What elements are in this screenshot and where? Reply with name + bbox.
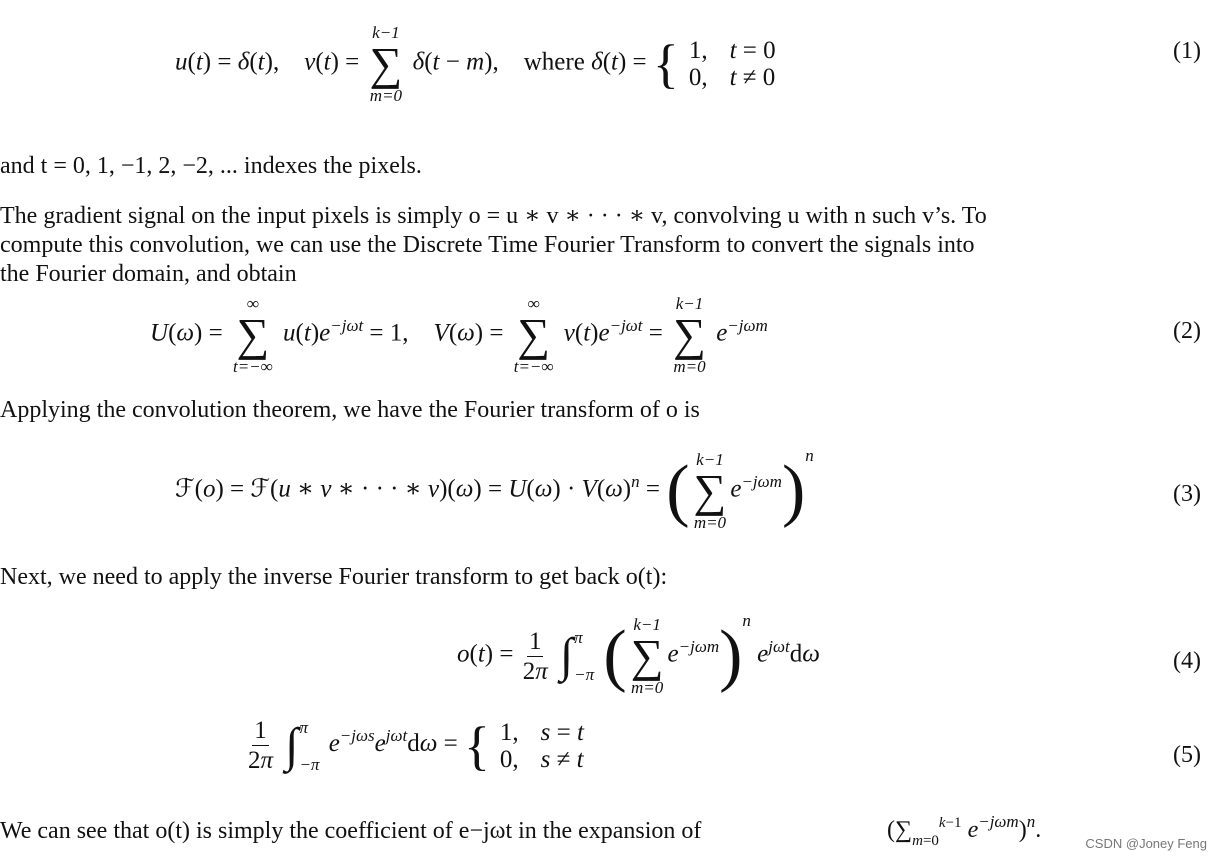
summation-symbol: ∞ ∑ t=−∞ bbox=[232, 294, 273, 376]
fraction: $\frac{1}{2\pi}$ bbox=[522, 627, 548, 685]
equation-3 bbox=[0, 433, 1219, 548]
paragraph-3: Applying the convolution theorem, we have the Fourier transform of o is bbox=[0, 397, 700, 423]
paragraph-1: and t = 0, 1, −1, 2, −2, ... indexes the pixels. bbox=[0, 153, 422, 179]
equation-number: (5) bbox=[1173, 742, 1201, 768]
cases-block: { 1, t = 0 0, t ≠ 0 bbox=[652, 34, 776, 94]
cases-block: { 1, s = t 0, s ≠ t bbox=[463, 715, 584, 776]
integral-symbol: ∫ π −π bbox=[285, 717, 320, 774]
equation-1 bbox=[0, 0, 1219, 110]
summation-symbol: k−1 ∑ m=0 bbox=[630, 615, 664, 697]
expansion-expression: ($\sum_{m=0}^{k-1}$ $e^{-j\omega m})^n$. bbox=[887, 812, 1042, 849]
equation-1-body: u(t) = δ(t), v(t) = k−1 ∑ m=0 δ(t − m), where δ(t) = { 1, t = 0 0, t ≠ 0 bbox=[175, 23, 776, 105]
equation-3-body: ℱ(o) = ℱ(u ∗ v ∗ · · · ∗ $v)(\omega) = U(\omega) \cdot V(\omega)^n$ = ( k−1 ∑ m=0 $e^{-j\omega m})^n$ bbox=[175, 445, 814, 532]
equation-4-body: o(t) = $\frac{1}{2\pi}$ ∫ π −π ( k−1 ∑ m=0 $e^{-j\omega m})^n$ $e^{j\omega t}d\omega$ bbox=[457, 610, 820, 697]
watermark: CSDN @Joney Feng bbox=[1085, 836, 1207, 851]
equation-number: (1) bbox=[1173, 38, 1201, 64]
fraction: $\frac{1}{2\pi}$ bbox=[248, 717, 274, 774]
summation-symbol: k−1 ∑ m=0 bbox=[693, 450, 727, 532]
equation-number: (2) bbox=[1173, 318, 1201, 344]
equation-5 bbox=[0, 712, 1219, 802]
paragraph-2-line-2: compute this convolution, we can use the Discrete Time Fourier Transform to convert the signals into bbox=[0, 232, 975, 258]
equation-2-body: U(ω) = ∞ ∑ t=−∞ $u(t)e^{-j\omega t} = 1$, V(ω) = ∞ ∑ t=−∞ $v(t)e^{-j\omega t}$ = k−1 ∑ m=0 $e^{-j\omega m}$ bbox=[150, 294, 768, 376]
equation-4 bbox=[0, 600, 1219, 710]
paragraph-4: Next, we need to apply the inverse Fourier transform to get back o(t): bbox=[0, 564, 668, 590]
integral-symbol: ∫ π −π bbox=[560, 628, 595, 684]
equation-5-body: $\frac{1}{2\pi}$ ∫ π −π $e^{-j\omega s}e^{j\omega t}d\omega$ = { 1, s = t 0, s ≠ t bbox=[248, 715, 584, 776]
summation-symbol: ∞ ∑ t=−∞ bbox=[513, 294, 554, 376]
equation-number: (3) bbox=[1173, 481, 1201, 507]
paragraph-5: We can see that o(t) is simply the coefficient of e−jωt in the expansion of bbox=[0, 818, 702, 844]
summation-symbol: k−1 ∑ m=0 bbox=[369, 23, 403, 105]
paragraph-2-line-3: the Fourier domain, and obtain bbox=[0, 261, 297, 287]
paragraph-2-line-1: The gradient signal on the input pixels is simply o = u ∗ v ∗ · · · ∗ v, convolving u with n such v’s. To bbox=[0, 203, 987, 229]
equation-number: (4) bbox=[1173, 648, 1201, 674]
equation-2 bbox=[0, 285, 1219, 385]
summation-symbol: k−1 ∑ m=0 bbox=[673, 294, 706, 376]
